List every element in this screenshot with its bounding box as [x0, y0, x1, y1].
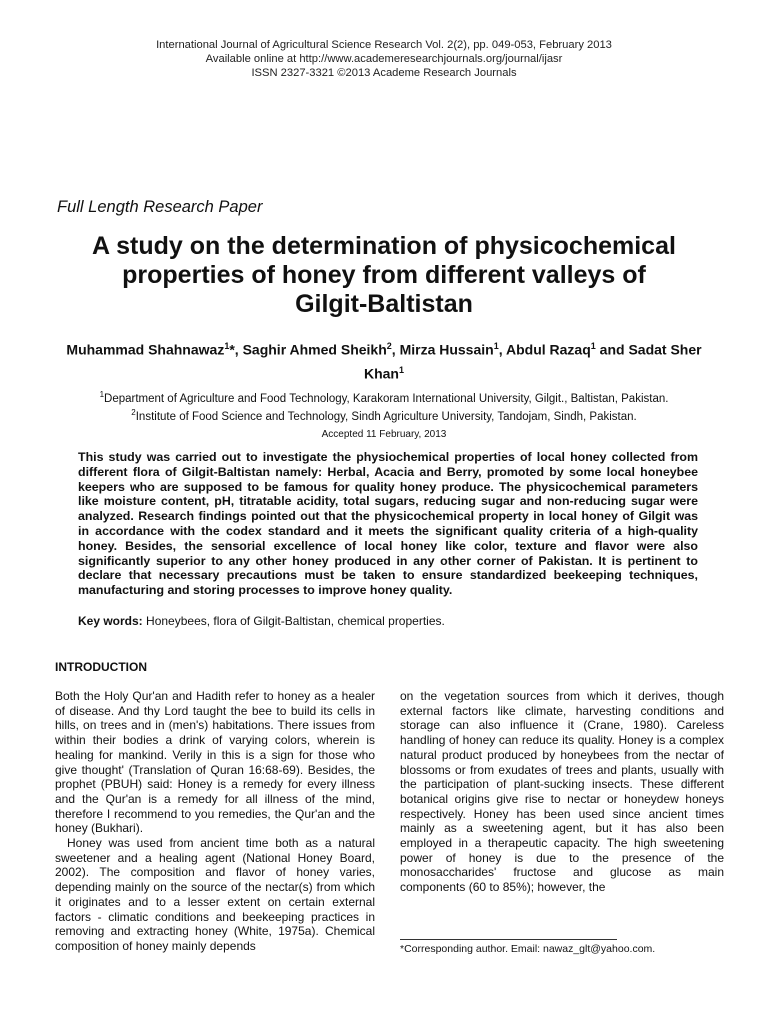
- text-column-right: [400, 689, 724, 895]
- author-name: Mirza Hussain: [399, 341, 494, 358]
- title-line: Gilgit-Baltistan: [295, 290, 473, 318]
- keywords: [78, 614, 698, 629]
- journal-issn: ISSN 2327-3321 ©2013 Academe Research Journals: [251, 67, 517, 79]
- title-line: A study on the determination of physicochemical: [92, 232, 676, 260]
- author-name: Muhammad Shahnawaz: [66, 341, 225, 358]
- author-list: [50, 336, 718, 383]
- paragraph: on the vegetation sources from which it derives, though external factors like climate, harvesting conditions and storage can also influence it (Crane, 1980). Careless handling of honey can reduce its quality. Honey is a complex natural product produced by honeybees from the nectar of blossoms or from exudates of trees and plants, usually with the participation of plant-sucking insects. These different botanical origins give rise to nectar or honeydew honeys respectively. Honey has been used since ancient times mainly as a sweetening agent, but it has also been employed in a therapeutic capacity. The high sweetening power of honey is due to the presence of the monosaccharides' fructose and glucose as main components (60 to 85%); however, the: [400, 689, 724, 895]
- paper-type: Full Length Research Paper: [57, 198, 263, 216]
- author-affil-sup: 2: [386, 341, 392, 351]
- journal-citation: International Journal of Agricultural Science Research Vol. 2(2), pp. 049-053, February 2013: [156, 39, 612, 51]
- author-affil-sup: 1: [398, 364, 404, 375]
- accepted-date: Accepted 11 February, 2013: [321, 429, 447, 440]
- affiliation-1: [40, 388, 728, 406]
- paragraph: Both the Holy Qur'an and Hadith refer to honey as a healer of disease. And thy Lord taught the bee to build its cells in hills, on trees and in (men's) habitations. There issues from within their bodies a drink of varying colors, wherein is healing for mankind. Verily in this is a sign for those who give thought' (Translation of Quran 16:68-69). Besides, the prophet (PBUH) said: Honey is a remedy for every illness and the Qur'an is a remedy for all illness of the mind, therefore I recommend to you remedies, the Qur'an and the honey (Bukhari).: [55, 689, 375, 836]
- author-affil-sup: 1: [493, 341, 499, 351]
- paragraph: Honey was used from ancient time both as a natural sweetener and a healing agent (National Honey Board, 2002). The composition and flavor of honey varies, depending mainly on the source of the nectar(s) from which it originates and to a lesser extent on certain external factors - climatic conditions and beekeeping practices in removing and extracting honey (White, 1975a). Chemical composition of honey mainly depends: [55, 836, 375, 953]
- author-affil-sup: 1: [224, 341, 230, 351]
- journal-header: [0, 38, 768, 80]
- text-column-left: [55, 689, 375, 954]
- affiliation-2: [40, 406, 728, 424]
- corresponding-mark: *: [229, 341, 235, 358]
- abstract: This study was carried out to investigate the physiochemical properties of local honey collected from different flora of Gilgit-Baltistan namely: Herbal, Acacia and Berry, promoted by some local honeybee keepers who are supposed to be famous for quality honey produce. The physicochemical parameters like moisture content, pH, titratable acidity, total sugars, reducing sugar and non-reducing sugar were analyzed. Research findings pointed out that the physicochemical property in local honey of Gilgit was in accordance with the codex standard and it meets the significant quality criteria of a high-quality honey. Besides, the sensorial excellence of local honey like color, texture and flavor were also significantly superior to any other honey produced in any other corner of Pakistan. It is pertinent to declare that necessary precautions must be taken to ensure standardized beekeeping techniques, manufacturing and storing processes to improve honey quality.: [78, 450, 698, 598]
- affiliation-text: Department of Agriculture and Food Technology, Karakoram International University, Gilgit., Baltistan, Pakistan.: [104, 392, 669, 405]
- author-separator: ,: [391, 341, 400, 358]
- footnote-corresponding-author: *Corresponding author. Email: nawaz_glt@yahoo.com.: [400, 943, 656, 955]
- author-separator: ,: [234, 341, 243, 358]
- keywords-label: Key words:: [78, 614, 143, 628]
- footnote-divider: [400, 939, 617, 940]
- affiliation-sup: 2: [131, 407, 136, 417]
- affiliation-sup: 1: [99, 390, 105, 399]
- author-name: Saghir Ahmed Sheikh: [242, 341, 387, 358]
- affiliations: [40, 388, 728, 424]
- author-name: Abdul Razaq: [505, 341, 591, 358]
- author-separator: and: [595, 341, 629, 358]
- journal-url: Available online at http://www.academeresearchjournals.org/journal/ijasr: [205, 53, 563, 65]
- paper-title: [60, 232, 708, 319]
- author-name: Sadat Sher Khan: [363, 341, 702, 382]
- keywords-text: Honeybees, flora of Gilgit-Baltistan, chemical properties.: [146, 614, 445, 628]
- section-heading-introduction: INTRODUCTION: [55, 660, 147, 674]
- affiliation-text: Institute of Food Science and Technology, Sindh Agriculture University, Tandojam, Sindh, Pakistan.: [135, 410, 637, 423]
- author-separator: ,: [498, 341, 506, 358]
- author-affil-sup: 1: [590, 341, 596, 351]
- title-line: properties of honey from different valleys of: [122, 261, 646, 289]
